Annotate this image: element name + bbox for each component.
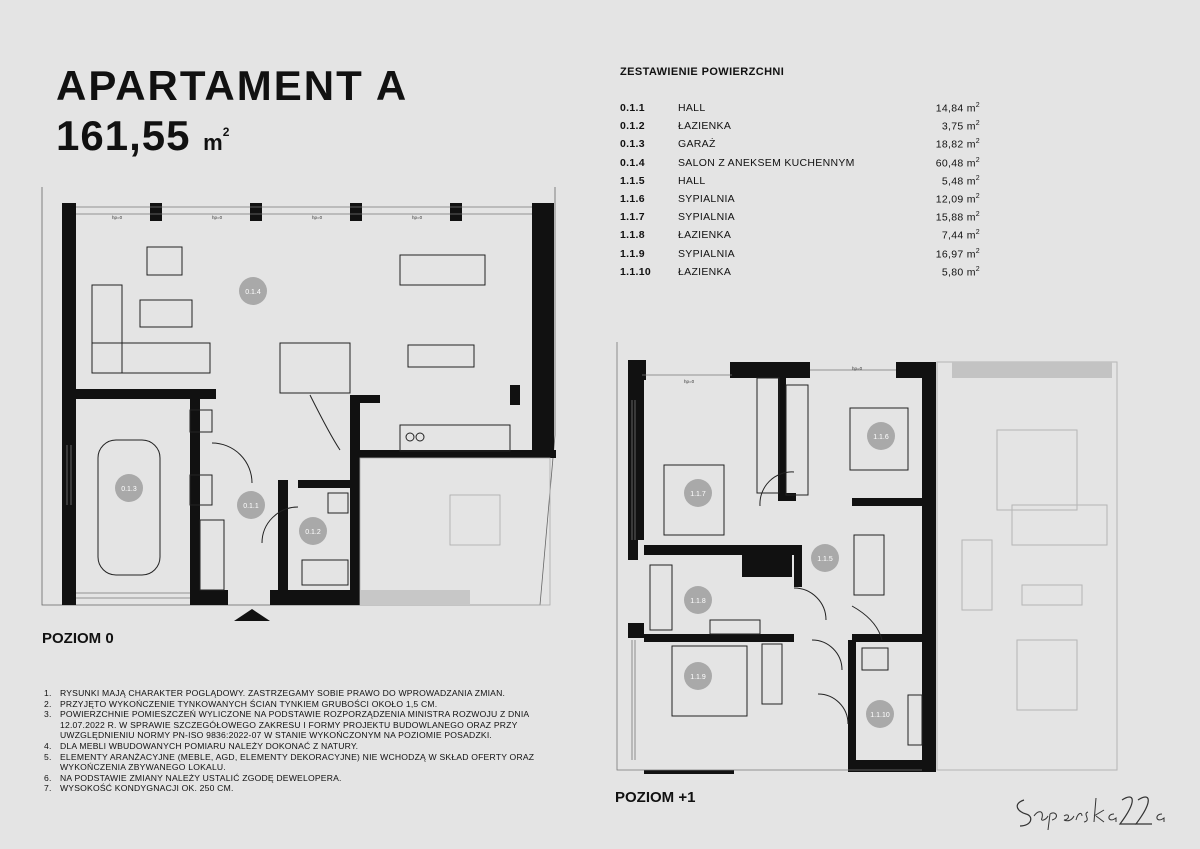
- note-text: WYSOKOŚĆ KONDYGNACJI OK. 250 CM.: [60, 783, 234, 794]
- summary-row: [620, 193, 980, 211]
- room-area: 3,75 $m^2$: [941, 120, 980, 133]
- room-label-1-1-10: 1.1.10: [870, 712, 890, 719]
- floor-plan-level-0: [40, 185, 560, 625]
- room-area: 12,09 $m^2$: [935, 192, 980, 206]
- room-area: 5,48 $m^2$: [941, 174, 980, 188]
- note-number: 4.: [44, 740, 52, 751]
- room-label-1-1-8: 1.1.8: [690, 598, 706, 605]
- room-code: 1.1.5: [620, 174, 645, 187]
- room-code: 1.1.9: [620, 247, 645, 260]
- note-number: 3.: [44, 709, 52, 720]
- room-area: 5,80 $m^2$: [941, 265, 980, 279]
- floor-plan-level-1: [612, 340, 1127, 780]
- area-value: 161,55: [56, 112, 191, 159]
- room-name: SYPIALNIA: [678, 192, 735, 205]
- summary-row: [620, 211, 980, 229]
- room-label-1-1-5: 1.1.5: [817, 556, 833, 563]
- note-number: 1.: [44, 688, 52, 698]
- room-label-0-1-4: 0.1.4: [245, 289, 261, 296]
- room-name: HALL: [678, 102, 706, 114]
- window-tag: hp=0: [852, 366, 863, 371]
- furniture-level-0: [92, 247, 510, 590]
- room-code: 1.1.10: [620, 265, 651, 278]
- neighbour-ghost: [937, 362, 1117, 770]
- summary-row: [620, 248, 980, 266]
- signature-logo-icon: [1010, 786, 1170, 836]
- room-label-1-1-6: 1.1.6: [873, 434, 889, 441]
- room-name: ŁAZIENKA: [678, 229, 732, 242]
- page-title: APARTAMENT A: [56, 62, 409, 109]
- summary-row: [620, 175, 980, 193]
- room-area: 16,97 $m^2$: [935, 247, 980, 260]
- room-area: 14,84 $m^2$: [935, 102, 980, 115]
- note-item: [44, 741, 564, 752]
- window-tag: hp=0: [684, 379, 695, 384]
- room-name: SYPIALNIA: [678, 211, 735, 224]
- window-tag: hp=0: [212, 215, 223, 220]
- summary-title: ZESTAWIENIE POWIERZCHNI: [620, 66, 785, 78]
- summary-row: [620, 102, 980, 120]
- note-number: 6.: [44, 772, 52, 783]
- room-label-1-1-7: 1.1.7: [690, 491, 706, 498]
- room-code: 0.1.4: [620, 156, 645, 169]
- note-text: NA PODSTAWIE ZMIANY NALEŻY USTALIĆ ZGODĘ DEWELOPERA.: [60, 772, 342, 783]
- note-text: PRZYJĘTO WYKOŃCZENIE TYNKOWANYCH ŚCIAN TYNKIEM GRUBOŚCI OKOŁO 1,5 CM.: [60, 698, 438, 709]
- window-tag: hp=0: [312, 215, 323, 220]
- room-code: 0.1.1: [620, 102, 645, 114]
- level-1-label: POZIOM +1: [615, 789, 696, 806]
- note-text: POWIERZCHNIE POMIESZCZEŃ WYLICZONE NA PODSTAWIE ROZPORZĄDZENIA MINISTRA ROZWOJU Z DNIA 12.07.2022 R. W SPRAWIE SZCZEGÓŁOWEGO ZAKRESU I FORMY PROJEKTU BUDOWLANEGO ORAZ PRZY UWZGLĘDNIENIU NORMY PN-ISO 9836:2022-07 W STANIE WYKOŃCZONYM NA POZIOMIE POSADZKI.: [60, 709, 529, 741]
- room-area: 60,48 $m^2$: [935, 156, 980, 170]
- note-item: [44, 783, 564, 794]
- summary-row: [620, 120, 980, 138]
- note-text: DLA MEBLI WBUDOWANYCH POMIARU NALEŻY DOKONAĆ Z NATURY.: [60, 740, 359, 751]
- room-label-1-1-9: 1.1.9: [690, 674, 706, 681]
- summary-row: [620, 229, 980, 247]
- note-item: [44, 773, 564, 784]
- summary-row: [620, 266, 980, 284]
- note-item: [44, 699, 564, 710]
- summary-row: [620, 138, 980, 156]
- note-number: 2.: [44, 698, 52, 709]
- apartment-area: [56, 112, 229, 160]
- room-code: 0.1.3: [620, 138, 645, 151]
- summary-table: [620, 102, 980, 284]
- area-unit: $m^2$: [203, 125, 230, 155]
- room-name: ŁAZIENKA: [678, 120, 732, 133]
- room-name: GARAŻ: [678, 138, 716, 151]
- room-markers-level-0: [115, 277, 327, 545]
- room-code: 0.1.2: [620, 120, 645, 133]
- note-item: [44, 688, 564, 699]
- entrance-arrow-icon: [234, 609, 270, 621]
- room-name: HALL: [678, 174, 706, 187]
- note-item: [44, 752, 564, 773]
- room-code: 1.1.7: [620, 211, 645, 224]
- notes-list: [44, 688, 564, 794]
- room-name: ŁAZIENKA: [678, 265, 732, 278]
- level-0-label: POZIOM 0: [42, 630, 114, 647]
- room-area: 7,44 $m^2$: [941, 229, 980, 242]
- note-number: 5.: [44, 751, 52, 762]
- summary-row: [620, 157, 980, 175]
- note-number: 7.: [44, 783, 52, 794]
- room-code: 1.1.8: [620, 229, 645, 242]
- note-item: [44, 709, 564, 741]
- note-text: ELEMENTY ARANŻACYJNE (MEBLE, AGD, ELEMENTY DEKORACYJNE) NIE WCHODZĄ W SKŁAD OFERTY ORAZ WYKOŃCZENIA ZBYWANEGO LOKALU.: [60, 751, 535, 773]
- room-name: SALON Z ANEKSEM KUCHENNYM: [678, 156, 855, 169]
- room-area: 15,88 $m^2$: [935, 211, 980, 224]
- room-label-0-1-3: 0.1.3: [121, 486, 137, 493]
- room-label-0-1-1: 0.1.1: [243, 503, 259, 510]
- window-tag: hp=0: [112, 215, 123, 220]
- room-label-0-1-2: 0.1.2: [305, 529, 321, 536]
- room-name: SYPIALNIA: [678, 247, 735, 260]
- room-code: 1.1.6: [620, 192, 645, 205]
- note-text: RYSUNKI MAJĄ CHARAKTER POGLĄDOWY. ZASTRZEGAMY SOBIE PRAWO DO WPROWADZANIA ZMIAN.: [60, 688, 506, 698]
- room-area: 18,82 $m^2$: [935, 138, 980, 151]
- window-tag: hp=0: [412, 215, 423, 220]
